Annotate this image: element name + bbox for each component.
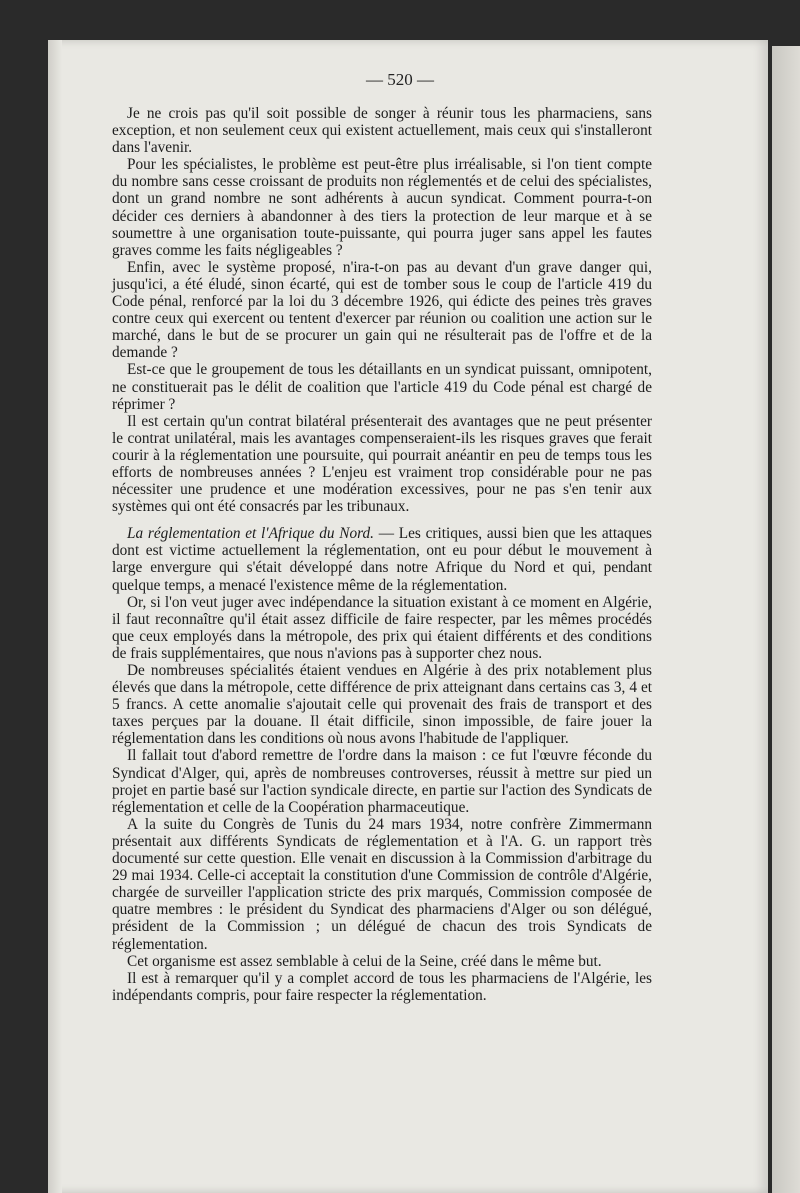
paragraph: Il est à remarquer qu'il y a complet accord de tous les pharmaciens de l'Algérie, les indépendants compris, pour faire respecter la réglementation. — [112, 969, 652, 1004]
paragraph: Est-ce que le groupement de tous les détaillants en un syndicat puissant, omnipotent, ne constituerait pas le délit de coalition que l'article 419 du Code pénal est chargé de réprimer ? — [112, 361, 652, 413]
paragraph: A la suite du Congrès de Tunis du 24 mars 1934, notre confrère Zimmermann présentait aux différents Syndicats de réglementation et à l'A. G. un rapport très documenté sur cette question. Elle venait en discussion à la Commission d'arbitrage du 29 mai 1934. Celle-ci acceptait la constitution d'une Commission de contrôle d'Algérie, chargée de surveiller l'application stricte des prix marqués, Commission composée de quatre membres : le président du Syndicat des pharmaciens d'Alger ou son délégué, président de la Commission ; un délégué de chacun des trois Syndicats de réglementation. — [112, 815, 652, 953]
section-intro-paragraph — [112, 525, 652, 593]
paragraph: Il fallait tout d'abord remettre de l'ordre dans la maison : ce fut l'œuvre féconde du Syndicat d'Alger, qui, après de nombreuses controverses, réussit à mettre sur pied un projet en partie basé sur l'action syndicale directe, en partie sur l'action des Syndicats de réglementation et celle de la Coopération pharmaceutique. — [112, 747, 652, 816]
paragraph: Je ne crois pas qu'il soit possible de songer à réunir tous les pharmaciens, sans exception, et non seulement ceux qui existent actuellement, mais ceux qui s'installeront dans l'avenir. — [112, 105, 652, 157]
adjacent-page-edge — [772, 46, 800, 1193]
paragraph: De nombreuses spécialités étaient vendues en Algérie à des prix notablement plus élevés que dans la métropole, cette différence de prix atteignant dans certains cas 3, 4 et 5 francs. A cette anomalie s'ajoutait celle qui provenait des frais de transport et des taxes perçues par la douane. Il était difficile, sinon impossible, de faire jouer la réglementation dans les conditions où nous avons l'habitude de l'appliquer. — [112, 662, 652, 748]
page-binding-shadow — [48, 40, 62, 1193]
section-heading: La réglementation et l'Afrique du Nord. — [127, 525, 374, 543]
paragraph: Cet organisme est assez semblable à celui de la Seine, créé dans le même but. — [127, 952, 602, 970]
paragraph: Or, si l'on veut juger avec indépendance la situation existant à ce moment en Algérie, il faut reconnaître qu'il était assez difficile de faire respecter, par les mêmes procédés que ceux employés dans la métropole, des prix qui étaient différents et des conditions de frais supplémentaires, que nous n'avions pas à supporter chez nous. — [112, 593, 652, 662]
paragraph: Enfin, avec le système proposé, n'ira-t-on pas au devant d'un grave danger qui, jusqu'ici, a été éludé, sinon écarté, qui est de tomber sous le coup de l'article 419 du Code pénal, renforcé par la loi du 3 décembre 1926, qui édicte des peines très graves contre ceux qui exercent ou tentent d'exercer par réunion ou coalition une action sur le marché, dans le but de se procurer un gain qui ne résulterait pas de l'offre et de la demande ? — [112, 258, 652, 362]
page-number: — 520 — — [366, 70, 434, 89]
body-text — [112, 105, 652, 1004]
section-lead-text: — Les critiques, aussi bien que les attaques dont est victime actuellement la réglementation, ont eu pour début le mouvement à large envergure qui s'était développé dans notre Afrique du Nord et qui, pendant quelque temps, a menacé l'existence même de la réglementation. — [112, 525, 652, 594]
paragraph: Il est certain qu'un contrat bilatéral présenterait des avantages que ne peut présenter le contrat unilatéral, mais les avantages compenseraient-ils les risques graves que ferait courir à la réglementation une poursuite, qui pourrait anéantir en peu de temps tous les efforts de nombreuses années ? L'enjeu est vraiment trop considérable pour ne pas nécessiter une prudence et une modération excessives, pour ne pas s'en tenir aux systèmes qui ont été consacrés par les tribunaux. — [112, 412, 652, 516]
paragraph: Pour les spécialistes, le problème est peut-être plus irréalisable, si l'on tient compte du nombre sans cesse croissant de produits non réglementés et de celui des spécialistes, dont un grand nombre ne sont adhérents à aucun syndicat. Comment pourra-t-on décider ces derniers à abandonner à des tiers la protection de leur marque et à se soumettre à une organisation toute-puissante, qui pourra juger sans appel les fautes graves comme les faits négligeables ? — [112, 156, 652, 259]
